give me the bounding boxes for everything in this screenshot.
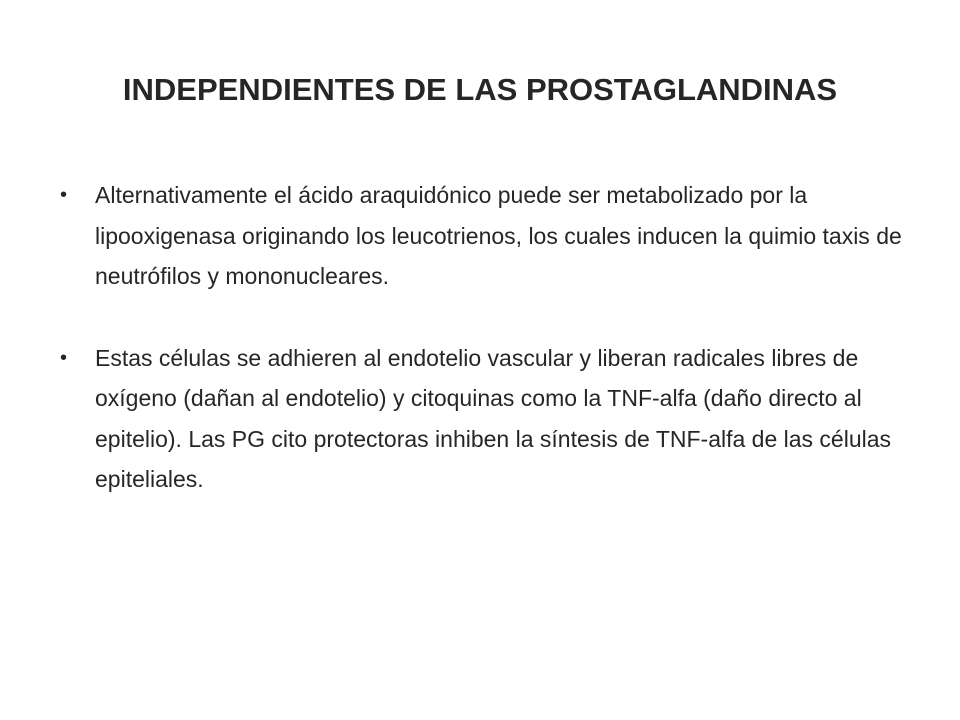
bullet-marker: • bbox=[60, 184, 68, 206]
bullet-marker: • bbox=[60, 346, 68, 369]
slide-title: INDEPENDIENTES DE LAS PROSTAGLANDINAS bbox=[122, 72, 838, 107]
bullet-item-metabolism bbox=[60, 175, 910, 297]
bullet-list bbox=[60, 175, 910, 500]
bullet-text: Estas células se adhieren al endotelio vascular y liberan radicales libres de oxígeno (dañan al endotelio) y citoquinas como la TNF-alfa (daño directo al epitelio). Las PG cito protectoras inhiben la síntesis de TNF-alfa de las células epiteliales. bbox=[95, 344, 892, 492]
bullet-item-cells bbox=[60, 338, 910, 500]
bullet-text: Alternativamente el ácido araquidónico puede ser metabolizado por la lipooxigenasa originando los leucotrienos, los cuales inducen la quimio taxis de neutrófilos y mononucleares. bbox=[95, 182, 902, 289]
